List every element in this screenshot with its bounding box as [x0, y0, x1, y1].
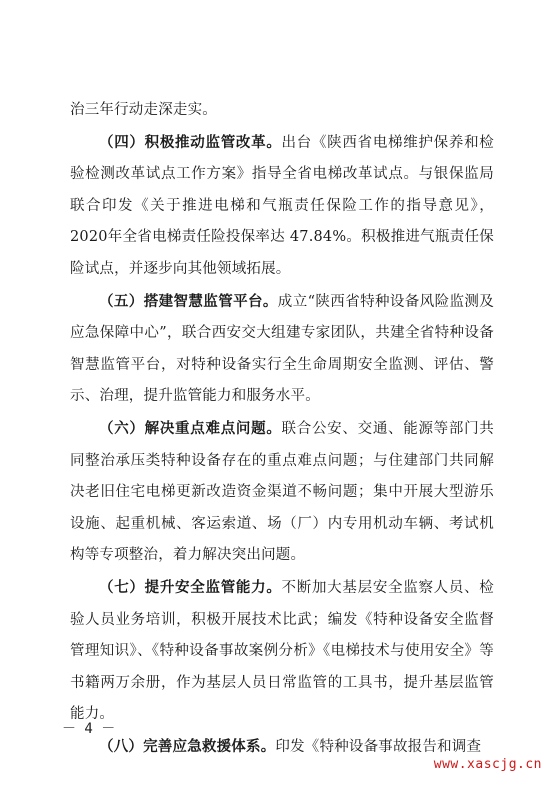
paragraph-6-text: 印发《特种设备事故报告和调查	[275, 738, 482, 755]
paragraph-5	[70, 572, 494, 731]
paragraph-2-lead: （四）积极推动监管改革。	[99, 133, 282, 151]
document-body	[70, 94, 494, 763]
paragraph-2-text: 出台《陕西省电梯维护保养和检验检测改革试点工作方案》指导全省电梯改革试点。与银保监局联合印发《关于推进电梯和气瓶责任保险工作的指导意见》，2020年全省电梯责任险投保率达 47.84%。积极推进气瓶责任保险试点，并逐步向其他领域拓展。	[70, 134, 494, 277]
paragraph-5-lead: （七）提升安全监管能力。	[99, 578, 282, 596]
paragraph-4	[70, 413, 494, 572]
paragraph-3-lead: （五）搭建智慧监管平台。	[99, 292, 278, 310]
site-watermark: www.xascjg.cn	[433, 757, 542, 772]
paragraph-3	[70, 286, 494, 413]
paragraph-6-lead: （八）完善应急救援体系。	[99, 737, 276, 755]
paragraph-4-text: 联合公安、交通、能源等部门共同整治承压类特种设备存在的重点难点问题；与住建部门共同解决老旧住宅电梯更新改造资金渠道不畅问题；集中开展大型游乐设施、起重机械、客运索道、场（厂）内专用机动车辆、考试机构等专项整治，着力解决突出问题。	[70, 420, 494, 564]
page-number: － 4 －	[62, 721, 116, 737]
paragraph-3-text: 成立“陕西省特种设备风险监测及应急保障中心”，联合西安交大组建专家团队，共建全省特种设备智慧监管平台，对特种设备实行全生命周期安全监测、评估、警示、治理，提升监管能力和服务水平。	[70, 293, 494, 405]
paragraph-1	[70, 94, 494, 127]
paragraph-5-text: 不断加大基层安全监察人员、检验人员业务培训，积极开展技术比武；编发《特种设备安全监督管理知识》、《特种设备事故案例分析》《电梯技术与使用安全》等书籍两万余册，作为基层人员日常监管的工具书，提升基层监管能力。	[70, 579, 494, 723]
paragraph-4-lead: （六）解决重点难点问题。	[99, 419, 282, 437]
paragraph-2	[70, 127, 494, 286]
paragraph-1-text: 治三年行动走深走实。	[70, 102, 217, 118]
paragraph-6	[70, 731, 494, 764]
